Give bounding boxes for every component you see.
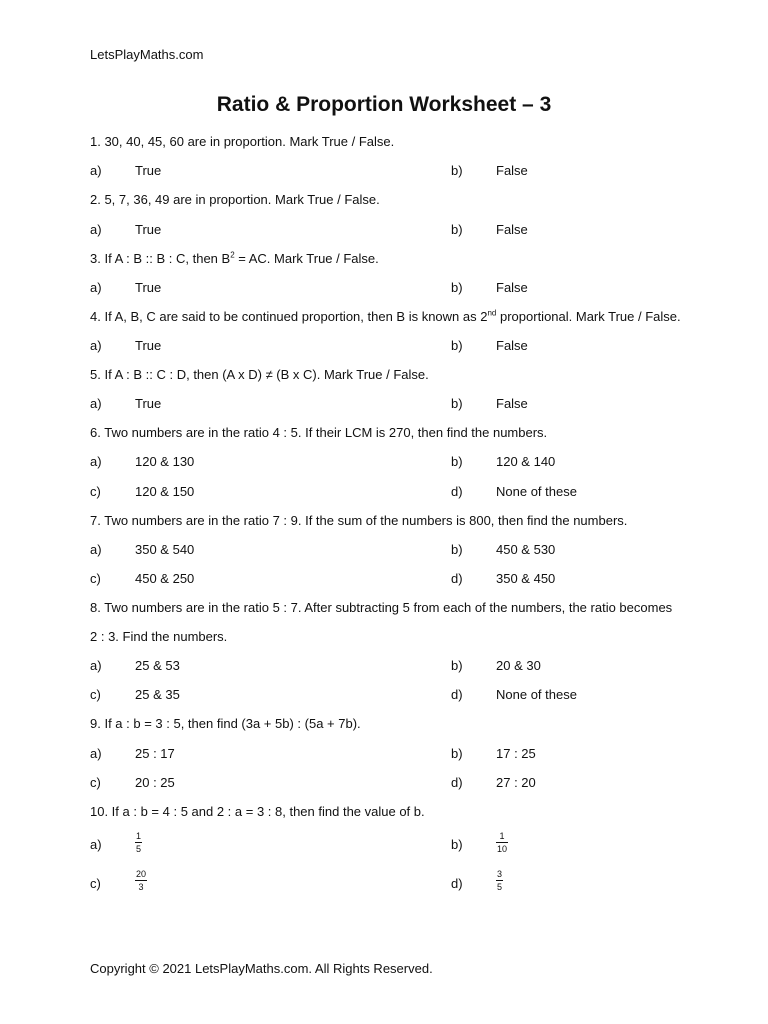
option-letter: b)	[451, 454, 463, 469]
fraction	[135, 831, 142, 854]
option-letter: b)	[451, 542, 463, 557]
option-letter: c)	[90, 775, 101, 790]
option-letter: a)	[90, 746, 102, 761]
copyright-footer: Copyright © 2021 LetsPlayMaths.com. All Rights Reserved.	[90, 961, 433, 976]
option-letter: a)	[90, 163, 102, 178]
option-value: False	[496, 396, 528, 411]
fraction-denominator: 3	[138, 882, 144, 892]
option-value: True	[135, 396, 162, 411]
option-value: 120 & 140	[496, 454, 556, 469]
site-name: LetsPlayMaths.com	[90, 47, 204, 62]
fraction-bar	[135, 880, 147, 881]
option-value: 350 & 540	[135, 542, 195, 557]
option-letter: b)	[451, 658, 463, 673]
question-3	[90, 251, 379, 267]
question-10: 10. If a : b = 4 : 5 and 2 : a = 3 : 8, then find the value of b.	[90, 804, 425, 819]
option-letter: a)	[90, 338, 102, 353]
question-6: 6. Two numbers are in the ratio 4 : 5. If their LCM is 270, then find the numbers.	[90, 425, 548, 440]
fraction-bar	[496, 842, 508, 843]
option-value: False	[496, 338, 528, 353]
option-letter: c)	[90, 687, 101, 702]
option-value: True	[135, 163, 162, 178]
question-9: 9. If a : b = 3 : 5, then find (3a + 5b) : (5a + 7b).	[90, 716, 361, 731]
option-letter: b)	[451, 163, 463, 178]
option-letter: d)	[451, 571, 463, 586]
option-value: True	[135, 280, 162, 295]
question-text: 3. If A : B :: B : C, then B	[90, 251, 231, 266]
fraction	[496, 831, 508, 854]
question-5: 5. If A : B :: C : D, then (A x D) ≠ (B x C). Mark True / False.	[90, 367, 429, 382]
fraction	[135, 869, 147, 892]
option-letter: c)	[90, 876, 101, 891]
question-4	[90, 309, 681, 325]
option-value: 450 & 250	[135, 571, 195, 586]
question-8: 8. Two numbers are in the ratio 5 : 7. After subtracting 5 from each of the numbers, the ratio becomes	[90, 600, 673, 615]
question-2: 2. 5, 7, 36, 49 are in proportion. Mark True / False.	[90, 192, 380, 207]
question-7: 7. Two numbers are in the ratio 7 : 9. If the sum of the numbers is 800, then find the numbers.	[90, 513, 628, 528]
superscript: 2	[230, 250, 235, 260]
option-letter: b)	[451, 837, 463, 852]
option-value: 350 & 450	[496, 571, 556, 586]
fraction-denominator: 5	[497, 882, 503, 892]
option-value: 20 & 30	[496, 658, 541, 673]
option-value: 25 & 35	[135, 687, 180, 702]
option-letter: d)	[451, 775, 463, 790]
question-8-line-2: 2 : 3. Find the numbers.	[90, 629, 228, 644]
option-value: True	[135, 222, 162, 237]
option-letter: a)	[90, 837, 102, 852]
option-letter: b)	[451, 222, 463, 237]
fraction-numerator: 20	[136, 869, 147, 879]
question-text: 4. If A, B, C are said to be continued proportion, then B is known as 2	[90, 309, 488, 324]
option-letter: c)	[90, 484, 101, 499]
option-value: 120 & 130	[135, 454, 195, 469]
option-value: 25 & 53	[135, 658, 180, 673]
option-value: 120 & 150	[135, 484, 195, 499]
option-letter: c)	[90, 571, 101, 586]
option-value: False	[496, 163, 528, 178]
fraction-numerator: 3	[497, 869, 503, 879]
option-letter: b)	[451, 746, 463, 761]
fraction-numerator: 1	[136, 831, 142, 841]
option-value: None of these	[496, 687, 577, 702]
question-1: 1. 30, 40, 45, 60 are in proportion. Mark True / False.	[90, 134, 395, 149]
option-value: 17 : 25	[496, 746, 536, 761]
option-letter: a)	[90, 454, 102, 469]
option-letter: b)	[451, 396, 463, 411]
option-letter: b)	[451, 338, 463, 353]
fraction	[496, 869, 503, 892]
option-value: None of these	[496, 484, 577, 499]
option-letter: d)	[451, 687, 463, 702]
option-value: True	[135, 338, 162, 353]
question-text: = AC. Mark True / False.	[234, 251, 379, 266]
option-value: False	[496, 222, 528, 237]
superscript: nd	[487, 308, 497, 318]
option-letter: a)	[90, 658, 102, 673]
option-value: 25 : 17	[135, 746, 175, 761]
option-letter: a)	[90, 396, 102, 411]
option-letter: b)	[451, 280, 463, 295]
option-letter: d)	[451, 484, 463, 499]
question-text: proportional. Mark True / False.	[496, 309, 681, 324]
option-value: 450 & 530	[496, 542, 556, 557]
fraction-denominator: 5	[136, 844, 142, 854]
option-value: 20 : 25	[135, 775, 175, 790]
fraction-bar	[135, 842, 142, 843]
option-letter: a)	[90, 222, 102, 237]
worksheet-title: Ratio & Proportion Worksheet – 3	[216, 93, 552, 116]
option-letter: a)	[90, 542, 102, 557]
option-letter: d)	[451, 876, 463, 891]
fraction-numerator: 1	[499, 831, 505, 841]
fraction-bar	[496, 880, 503, 881]
option-value: False	[496, 280, 528, 295]
fraction-denominator: 10	[497, 844, 508, 854]
option-value: 27 : 20	[496, 775, 536, 790]
option-letter: a)	[90, 280, 102, 295]
